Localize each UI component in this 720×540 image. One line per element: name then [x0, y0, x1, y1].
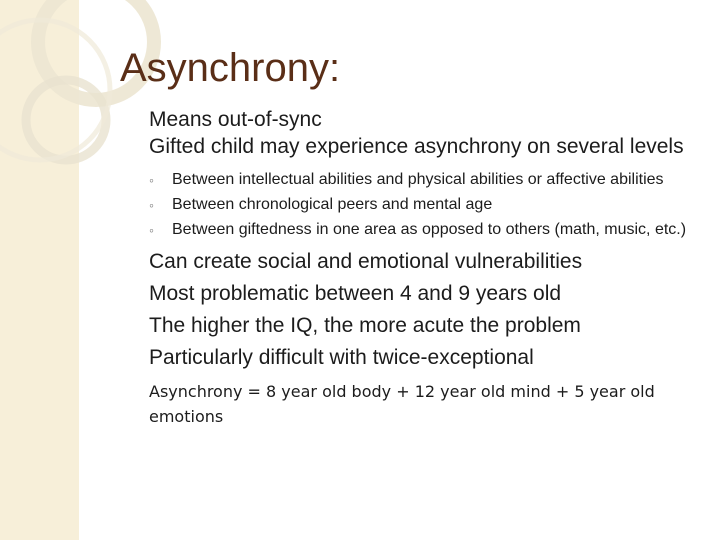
left-decorative-band [0, 0, 79, 540]
list-item: The higher the IQ, the more acute the problem [149, 314, 581, 337]
slide-content [128, 106, 708, 429]
list-item: Means out-of-sync [149, 108, 322, 131]
list-item: Can create social and emotional vulnerabilities [149, 250, 583, 273]
sub-bullet-icon: ◦ [149, 172, 154, 188]
sub-bullet-icon: ◦ [149, 197, 154, 213]
list-item: Gifted child may experience asynchrony on several levels [149, 135, 684, 158]
sub-list-item: ◦ Between giftedness in one area as opposed to others (math, music, etc.) [149, 221, 687, 238]
slide-title: Asynchrony: [120, 46, 341, 90]
sub-list-item: ◦ Between intellectual abilities and physical abilities or affective abilities [149, 171, 664, 188]
list-item: Most problematic between 4 and 9 years old [149, 282, 562, 305]
sub-list-item: ◦ Between chronological peers and mental age [149, 196, 493, 213]
list-item: Asynchrony = 8 year old body + 12 year old mind + 5 year old emotions [149, 382, 655, 426]
list-item: Particularly difficult with twice-exceptional [149, 346, 534, 369]
sub-bullet-icon: ◦ [149, 222, 154, 238]
